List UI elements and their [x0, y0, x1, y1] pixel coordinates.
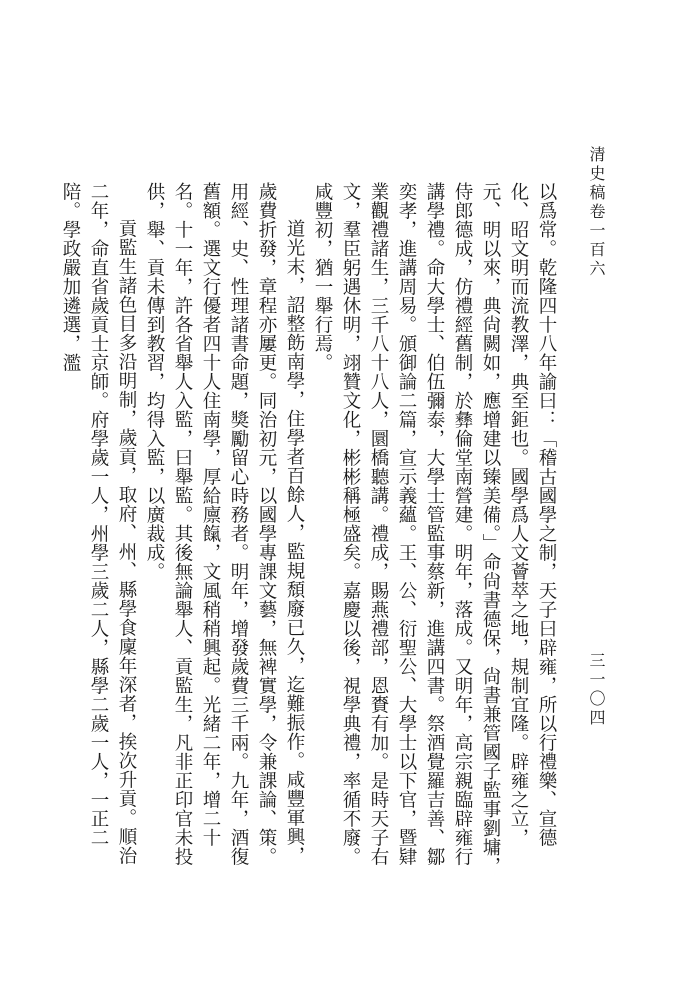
paragraph-2: 道光末，詔整飭南學，住學者百餘人，監規頹廢已久，迄難振作。咸豐軍興，歲費折發，章程亦屢更。同治初元，以國學專課文藝，無裨實學，令兼課論、策。用經、史、性理諸書命題，獎勵留心時務者。明年，增發歲費三千兩。九年，酒復舊額。選文行優者四十人住南學，厚給廪餼，文風稍稍興起。光緒二年，增二十名。十一年，許各省舉人入監，曰舉監。其後無論舉人、貢監生，凡非正印官未投供，舉、貢未傳到教習，均得入監，以廣裁成。	[144, 182, 305, 866]
page-number: 三一〇四	[587, 652, 606, 728]
paragraph-1: 以爲常。乾隆四十八年諭曰：「稽古國學之制，天子曰辟雍，所以行禮樂、宣德化、昭文明而流教澤，典至鉅也。國學爲人文薈萃之地，規制宜隆。辟雍之立，元、明以來，典尙闕如，應增建以臻美備。」命尙書德保，尙書兼管國子監事劉墉，侍郎德成，仿禮經舊制，於彝倫堂南營建。明年，落成。又明年，高宗親臨辟雍行講學禮。命大學士、伯伍彌泰，大學士管監事蔡新，進講四書。祭酒覺羅吉善、鄒奕孝，進講周易。頒御論二篇，宣示義蘊。王、公、衍聖公、大學士以下官，暨肄業觀禮諸生，三千八十八人，圜橋聽講。禮成，賜燕禮部，恩賚有加。是時天子右文，羣臣躬遇休明，翊贊文化，彬彬稱極盛矣。嘉慶以後，視學典禮，率循不廢。咸豐初，猶一舉行焉。	[312, 182, 557, 876]
paragraph-3: 貢監生諸色目多沿明制，歲貢，取府、州、縣學食廩年深者，挨次升貢。順治二年，命直省歲貢士京師。府學歲一人，州學三歲二人，縣學二歲一人，一正二陪。學政嚴加遴選，濫	[60, 182, 137, 865]
running-header-title: 清史稿卷一百六	[587, 146, 606, 279]
body-text	[60, 182, 560, 882]
